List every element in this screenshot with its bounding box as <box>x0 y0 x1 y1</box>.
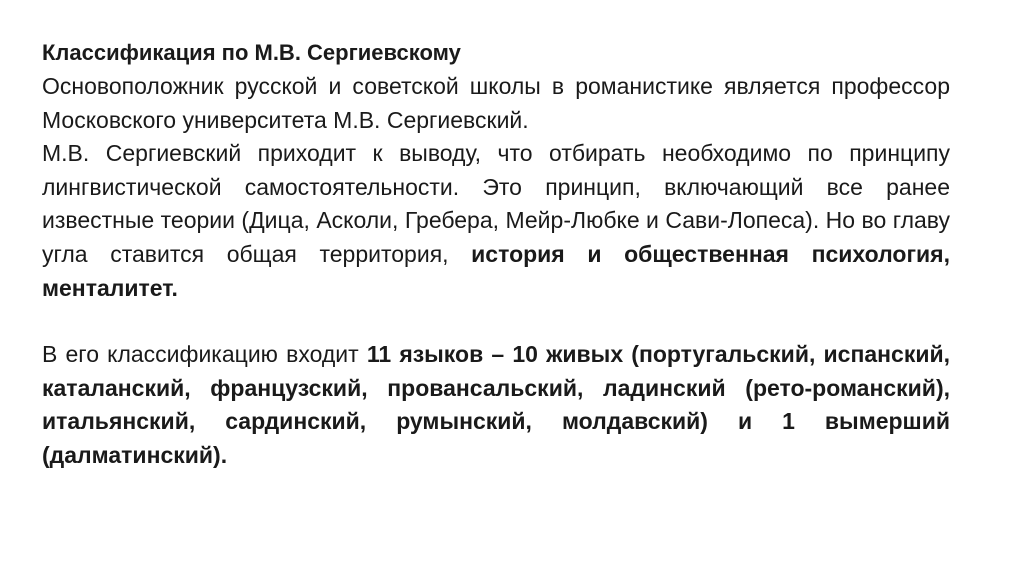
paragraph-classification <box>42 338 950 472</box>
paragraph-spacer <box>42 305 950 338</box>
paragraph-classification-text: В его классификацию входит <box>42 341 367 368</box>
paragraph-principle-text: М.В. Сергиевский приходит к выводу, что отбирать необходимо по принципу лингвистической самостоятельности. Это принцип, включающий все ранее известные теории (Дица, Асколи, Гребера, Мейр-Любке и Сави-Лопеса). Но во главу угла ставится общая территория, <box>42 140 950 267</box>
paragraph-founder: Основоположник русской и советской школы в романистике является профессор Московского университета М.В. Сергиевский. <box>42 73 950 133</box>
paragraph-principle-bold: история и общественная психология, менталитет. <box>42 240 950 301</box>
slide-content <box>42 36 950 473</box>
paragraph-principle <box>42 137 950 305</box>
slide-title: Классификация по М.В. Сергиевскому <box>42 40 461 65</box>
paragraph-classification-bold: 11 языков – 10 живых (португальский, испанский, каталанский, французский, провансальский, ладинский (рето-романский), итальянский, сардинский, румынский, молдавский) и 1 вымерший (далматинский). <box>42 341 950 468</box>
